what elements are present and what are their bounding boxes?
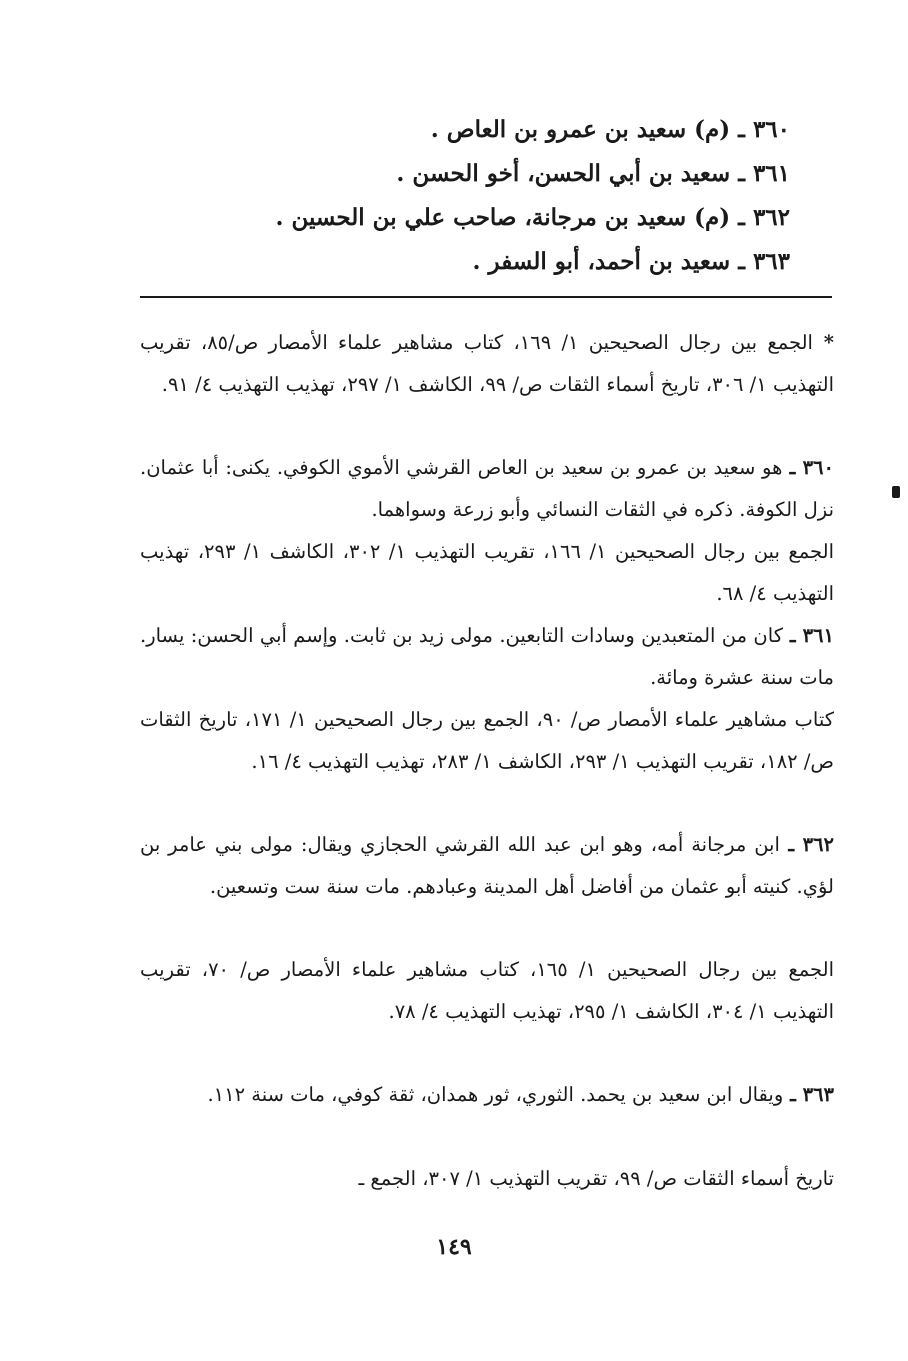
footnote-general (140, 322, 834, 447)
footnote-361-sources (140, 699, 834, 824)
footnote-363 (140, 1074, 834, 1158)
footnote-363-sources (140, 1158, 834, 1200)
entry-list (230, 108, 790, 284)
footnote-text: هو سعيد بن عمرو بن سعيد بن العاص القرشي الأموي الكوفي. يكنى: أبا عثمان. نزل الكوفة. ذكره في الثقات النسائي وأبو زرعة وسواهما. (140, 456, 834, 521)
footnote-number: ٣٦١ ـ (782, 624, 834, 647)
footnote-number: ٣٦٣ ـ (783, 1083, 834, 1106)
footnote-text: تاريخ أسماء الثقات ص/ ٩٩، تقريب التهذيب ١/ ٣٠٧، الجمع ـ (358, 1167, 834, 1190)
footnote-text: كتاب مشاهير علماء الأمصار ص/ ٩٠، الجمع بين رجال الصحيحين ١/ ١٧١، تاريخ الثقات ص/ ١٨٢، تقريب التهذيب ١/ ٢٩٣، الكاشف ١/ ٢٨٣، تهذيب التهذيب ٤/ ١٦. (140, 708, 834, 773)
footnote-361 (140, 615, 834, 699)
margin-mark (892, 486, 900, 498)
footnote-divider (140, 296, 832, 298)
footnote-362-sources (140, 949, 834, 1074)
footnote-text: الجمع بين رجال الصحيحين ١/ ١٦٥، كتاب مشاهير علماء الأمصار ص/ ٧٠، تقريب التهذيب ١/ ٣٠٤، الكاشف ١/ ٢٩٥، تهذيب التهذيب ٤/ ٧٨. (140, 958, 834, 1023)
footnote-number: ٣٦٠ ـ (782, 456, 834, 479)
footnotes (140, 322, 834, 1200)
footnote-text: ويقال ابن سعيد بن يحمد. الثوري، ثور همدان، ثقة كوفي، مات سنة ١١٢. (207, 1083, 784, 1106)
footnote-marker: * (812, 331, 834, 354)
footnote-360-sources (140, 531, 834, 615)
footnote-text: الجمع بين رجال الصحيحين ١/ ١٦٦، تقريب التهذيب ١/ ٣٠٢، الكاشف ١/ ٢٩٣، تهذيب التهذيب ٤/ ٦٨. (140, 540, 834, 605)
footnote-text: كان من المتعبدين وسادات التابعين. مولى زيد بن ثابت. وإسم أبي الحسن: يسار. مات سنة عشرة ومائة. (140, 624, 834, 689)
footnote-360 (140, 447, 834, 531)
entry-361: ٣٦١ ـ سعيد بن أبي الحسن، أخو الحسن . (396, 160, 790, 187)
footnote-text: الجمع بين رجال الصحيحين ١/ ١٦٩، كتاب مشاهير علماء الأمصار ص/٨٥، تقريب التهذيب ١/ ٣٠٦، تاريخ أسماء الثقات ص/ ٩٩، الكاشف ١/ ٢٩٧، تهذيب التهذيب ٤/ ٩١. (140, 331, 834, 396)
entry-362: ٣٦٢ ـ (م) سعيد بن مرجانة، صاحب علي بن الحسين . (275, 204, 790, 231)
footnote-text: ابن مرجانة أمه، وهو ابن عبد الله القرشي الحجازي ويقال: مولى بني عامر بن لؤي. كنيته أبو عثمان من أفاضل أهل المدينة وعبادهم. مات سنة ست وتسعين. (140, 833, 834, 898)
entry-363: ٣٦٣ ـ سعيد بن أحمد، أبو السفر . (472, 248, 790, 275)
footnote-362 (140, 824, 834, 949)
page-number: ١٤٩ (436, 1234, 472, 1260)
footnote-number: ٣٦٢ ـ (779, 833, 834, 856)
entry-360: ٣٦٠ ـ (م) سعيد بن عمرو بن العاص . (430, 116, 790, 143)
